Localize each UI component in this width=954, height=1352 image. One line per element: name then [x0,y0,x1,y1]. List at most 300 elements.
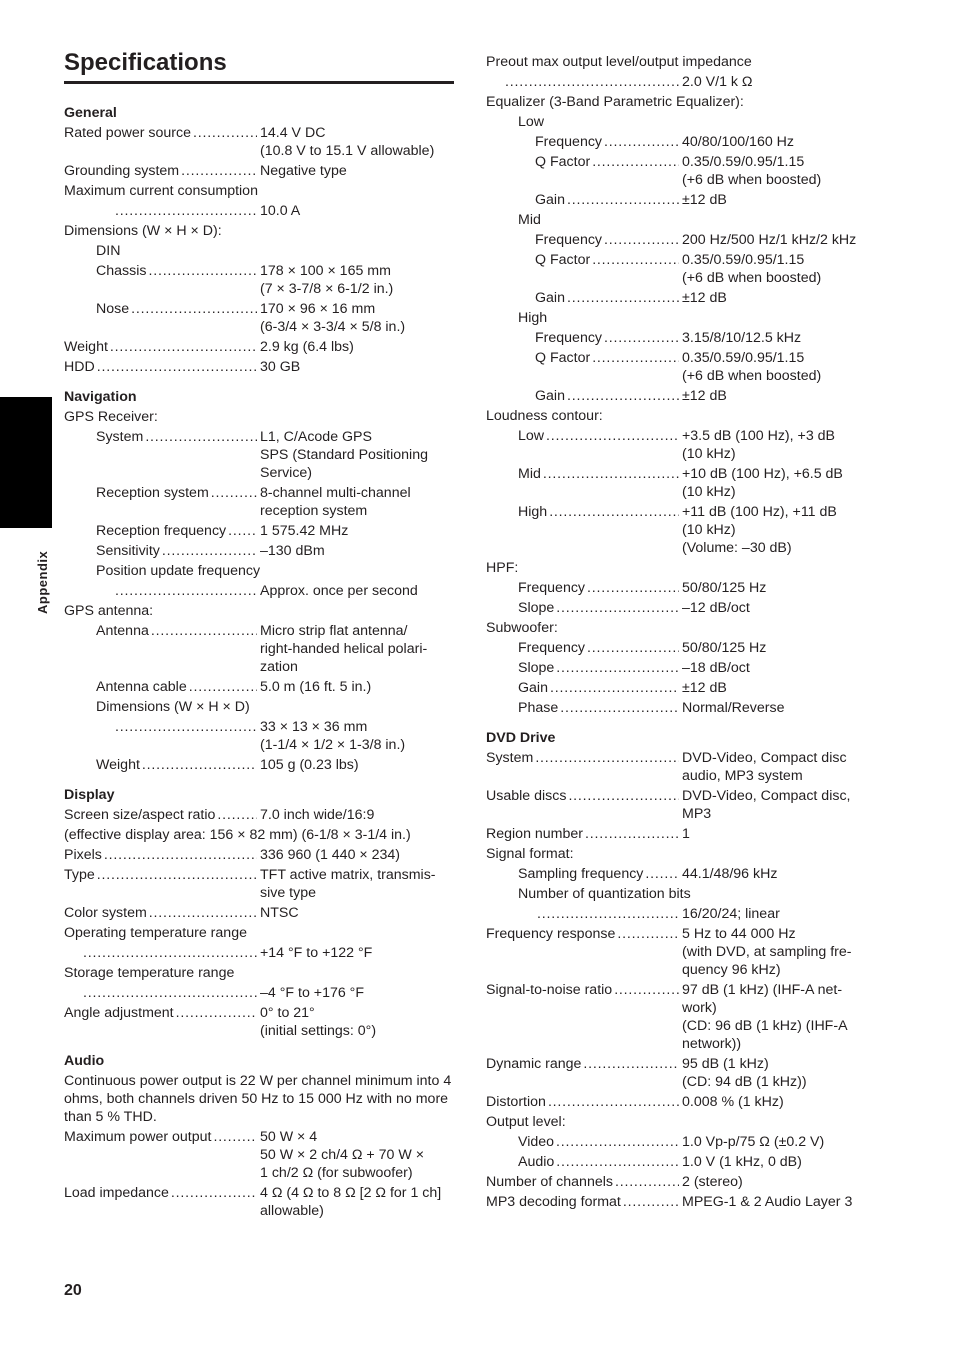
spec-group-label: Operating temperature range [64,925,247,941]
spec-value-line: (1-1/4 × 1/2 × 1-3/8 in.) [260,737,406,753]
spec-label: Q Factor [535,154,591,170]
spec-value [257,262,456,298]
spec-value [679,825,876,843]
spec-label: System [486,750,534,766]
leader-dots [592,153,679,189]
spec-group-label: Mid [518,212,541,228]
spec-group-label: Position update frequency [96,563,261,579]
leader-dots [617,925,679,979]
spec-value-line: work) [682,1000,717,1016]
leader-dots [505,73,679,91]
spec-value-line: right-handed helical polari- [260,641,428,657]
leader-dots [217,806,257,824]
spec-value-line: network)) [682,1036,742,1052]
spec-value-line: 1 [682,826,690,842]
spec-value-line: –18 dB/oct [682,660,750,676]
spec-value-line: reception system [260,503,368,519]
spec-row [486,579,876,597]
spec-value-line: Approx. once per second [260,583,418,599]
spec-label: Slope [518,660,555,676]
spec-value-line: 97 dB (1 kHz) (IHF-A net- [682,982,843,998]
spec-row [486,73,876,91]
leader-dots [537,905,679,923]
spec-row [64,622,456,676]
leader-dots [587,579,679,597]
spec-row [486,465,876,501]
spec-label: Antenna cable [96,679,187,695]
spec-value [257,904,456,922]
spec-group-label: HPF: [486,560,519,576]
leader-dots [568,787,679,823]
spec-label: Phase [518,700,559,716]
section-heading: Navigation [64,389,137,405]
spec-group-label: Low [518,114,545,130]
spec-value [679,579,876,597]
spec-row [486,787,876,823]
spec-row [64,300,456,336]
section-heading: DVD Drive [486,730,556,746]
spec-value-line: MPEG-1 & 2 Audio Layer 3 [682,1194,853,1210]
spec-row [486,925,876,979]
spec-group-label: Maximum current consumption [64,183,258,199]
spec-row [486,825,876,843]
spec-value [679,1133,876,1151]
spec-value-line: –130 dBm [260,543,325,559]
spec-value-line: 7.0 inch wide/16:9 [260,807,375,823]
spec-value-line: sive type [260,885,316,901]
leader-dots [97,866,257,902]
leader-dots [142,756,257,774]
leader-dots [104,846,257,864]
spec-value-line: 50/80/125 Hz [682,640,767,656]
spec-value [257,718,456,754]
leader-dots [131,300,257,336]
spec-label: Load impedance [64,1185,169,1201]
spec-value-line: (Volume: –30 dB) [682,540,792,556]
spec-value-line: (+6 dB when boosted) [682,270,822,286]
section-heading: General [64,105,117,121]
spec-value-line: 0.35/0.59/0.95/1.15 [682,252,805,268]
spec-value-line: –4 °F to +176 °F [260,985,365,1001]
spec-value-line: TFT active matrix, transmis- [260,867,436,883]
spec-row [64,846,456,864]
spec-label: Weight [96,757,140,773]
spec-value [257,202,456,220]
spec-value-line: 0.008 % (1 kHz) [682,1094,784,1110]
spec-value [257,358,456,376]
spec-value-line: (CD: 96 dB (1 kHz) (IHF-A [682,1018,848,1034]
leader-dots [148,262,257,298]
spec-row [486,1093,876,1111]
spec-value [679,465,876,501]
spec-value [679,1193,876,1211]
spec-label: HDD [64,359,95,375]
leader-dots [110,338,257,356]
spec-row [64,484,456,520]
spec-value-line: (10 kHz) [682,522,736,538]
spec-value [679,749,876,785]
spec-value-line: 0.35/0.59/0.95/1.15 [682,154,805,170]
section-tab-label: Appendix [35,550,50,614]
leader-dots [567,387,679,405]
spec-group-label: (effective display area: 156 × 82 mm) (6-1/8 × 3-1/4 in.) [64,827,411,843]
spec-value-line: 44.1/48/96 kHz [682,866,778,882]
section-heading: Audio [64,1053,105,1069]
leader-dots [162,542,257,560]
spec-group-label: Equalizer (3-Band Parametric Equalizer): [486,94,744,110]
spec-label: Pixels [64,847,102,863]
spec-value [257,622,456,676]
spec-label: Rated power source [64,125,191,141]
spec-value-line: 5 Hz to 44 000 Hz [682,926,796,942]
spec-label: Q Factor [535,350,591,366]
spec-label: Region number [486,826,584,842]
spec-label: Distortion [486,1094,546,1110]
spec-value-line: 2 (stereo) [682,1174,743,1190]
spec-group-label: Preout max output level/output impedance [486,54,752,70]
spec-value [257,678,456,696]
leader-dots [535,749,679,785]
spec-label: Frequency [535,330,603,346]
spec-group-label: GPS Receiver: [64,409,158,425]
spec-row [486,905,876,923]
leader-dots [228,522,257,540]
spec-value-line: +3.5 dB (100 Hz), +3 dB [682,428,836,444]
spec-row [64,866,456,902]
spec-value-line: 105 g (0.23 lbs) [260,757,359,773]
spec-group-label: Signal format: [486,846,574,862]
spec-row [64,1184,456,1220]
spec-row [486,387,876,405]
spec-value-line: 40/80/100/160 Hz [682,134,795,150]
spec-row [486,1193,876,1211]
spec-value-line: 50 W × 4 [260,1129,318,1145]
spec-value-line: 3.15/8/10/12.5 kHz [682,330,802,346]
spec-value [257,1128,456,1182]
leader-dots [556,659,679,677]
spec-label: Grounding system [64,163,180,179]
spec-row [486,251,876,287]
spec-value [679,251,876,287]
leader-dots [213,1128,257,1182]
spec-value [257,542,456,560]
spec-value-line: (10 kHz) [682,484,736,500]
spec-value [257,1184,456,1220]
spec-label: Chassis [96,263,147,279]
spec-value-line: 0.35/0.59/0.95/1.15 [682,350,805,366]
leader-dots [604,231,679,249]
spec-label: Frequency [535,232,603,248]
spec-value [679,231,876,249]
spec-row [64,358,456,376]
spec-value-line: audio, MP3 system [682,768,803,784]
spec-value [679,153,876,189]
spec-value-line: SPS (Standard Positioning [260,447,428,463]
spec-value-line: 50 W × 2 ch/4 Ω + 70 W × [260,1147,424,1163]
spec-value [679,329,876,347]
spec-value-line: (+6 dB when boosted) [682,172,822,188]
leader-dots [549,503,679,557]
spec-value-line: 1.0 V (1 kHz, 0 dB) [682,1154,802,1170]
spec-group-label: Dimensions (W × H × D) [96,699,250,715]
spec-note: Continuous power output is 22 W per channel minimum into 4 ohms, both channels driven 50 Hz to 15 000 Hz with no more than 5 % THD. [64,1073,452,1125]
spec-value [257,1004,456,1040]
spec-value-line: DVD-Video, Compact disc, [682,788,851,804]
spec-value [679,905,876,923]
spec-row [64,984,456,1002]
spec-row [64,944,456,962]
spec-value [679,133,876,151]
spec-value [679,925,876,979]
spec-row [64,522,456,540]
spec-value [257,338,456,356]
spec-value [679,349,876,385]
spec-value-line: 2.0 V/1 k Ω [682,74,753,90]
spec-value-line: 1 ch/2 Ω (for subwoofer) [260,1165,413,1181]
section-heading: Display [64,787,115,803]
spec-value-line: 33 × 13 × 36 mm [260,719,368,735]
leader-dots [550,679,679,697]
spec-row [64,678,456,696]
leader-dots [115,718,257,754]
left-column [64,104,456,1222]
spec-row [64,582,456,600]
spec-value-line: NTSC [260,905,299,921]
spec-label: Number of channels [486,1174,613,1190]
spec-value [679,981,876,1053]
spec-value [679,1055,876,1091]
spec-group-label: GPS antenna: [64,603,154,619]
spec-value [257,428,456,482]
spec-row [486,133,876,151]
spec-label: Frequency [518,640,586,656]
spec-value [679,865,876,883]
spec-value-line: (initial settings: 0°) [260,1023,377,1039]
leader-dots [546,427,679,463]
spec-value [257,522,456,540]
spec-value-line: 2.9 kg (6.4 lbs) [260,339,354,355]
spec-value-line: –12 dB/oct [682,600,750,616]
spec-label: Angle adjustment [64,1005,174,1021]
spec-value [679,1153,876,1171]
spec-group-label: Storage temperature range [64,965,235,981]
leader-dots [556,1153,679,1171]
spec-row [486,191,876,209]
spec-row [486,289,876,307]
spec-label: Frequency response [486,926,616,942]
spec-group-label: DIN [96,243,121,259]
spec-value [679,191,876,209]
spec-row [486,599,876,617]
spec-row [486,427,876,463]
spec-value-line: Negative type [260,163,347,179]
spec-row [64,162,456,180]
spec-value [257,162,456,180]
leader-dots [583,1055,679,1091]
spec-value-line: (7 × 3-7/8 × 6-1/2 in.) [260,281,394,297]
spec-label: Q Factor [535,252,591,268]
spec-row [64,542,456,560]
spec-value-line: Normal/Reverse [682,700,785,716]
leader-dots [585,825,679,843]
spec-value [257,984,456,1002]
spec-value-line: ±12 dB [682,388,727,404]
leader-dots [645,865,679,883]
leader-dots [151,622,257,676]
spec-value-line: quency 96 kHz) [682,962,781,978]
spec-row [64,428,456,482]
spec-value [679,659,876,677]
spec-row [64,338,456,356]
spec-value [257,944,456,962]
spec-value [257,124,456,160]
spec-group-label: Dimensions (W × H × D): [64,223,222,239]
spec-value-line: 95 dB (1 kHz) [682,1056,769,1072]
spec-label: Nose [96,301,130,317]
leader-dots [211,484,257,520]
spec-value-line: MP3 [682,806,712,822]
leader-dots [83,944,257,962]
spec-row [64,756,456,774]
leader-dots [189,678,257,696]
spec-value-line: (CD: 94 dB (1 kHz)) [682,1074,807,1090]
spec-value-line: +10 dB (100 Hz), +6.5 dB [682,466,843,482]
leader-dots [560,699,679,717]
spec-value-line: 50/80/125 Hz [682,580,767,596]
leader-dots [83,984,257,1002]
spec-value-line: (10 kHz) [682,446,736,462]
spec-label: Usable discs [486,788,567,804]
spec-value [679,639,876,657]
spec-value-line: 0° to 21° [260,1005,315,1021]
spec-label: Antenna [96,623,149,639]
spec-value [257,484,456,520]
spec-value-line: 5.0 m (16 ft. 5 in.) [260,679,372,695]
leader-dots [587,639,679,657]
spec-value-line: (+6 dB when boosted) [682,368,822,384]
spec-label: Mid [518,466,541,482]
spec-label: MP3 decoding format [486,1194,621,1210]
spec-value-line: 1 575.42 MHz [260,523,349,539]
spec-row [486,231,876,249]
spec-value-line: (10.8 V to 15.1 V allowable) [260,143,435,159]
spec-row [486,865,876,883]
spec-row [486,639,876,657]
spec-value [257,582,456,600]
leader-dots [181,162,257,180]
spec-value-line: 1.0 Vp-p/75 Ω (±0.2 V) [682,1134,825,1150]
spec-label: Slope [518,600,555,616]
spec-label: High [518,504,548,520]
spec-value [679,679,876,697]
spec-value-line: ±12 dB [682,680,727,696]
spec-value-line: allowable) [260,1203,324,1219]
spec-label: Gain [535,290,565,306]
leader-dots [548,1093,679,1111]
spec-label: Low [518,428,545,444]
section-tab [0,397,52,528]
spec-value-line: 170 × 96 × 16 mm [260,301,376,317]
spec-group-label: Number of quantization bits [518,886,691,902]
spec-value-line: (with DVD, at sampling fre- [682,944,852,960]
spec-value-line: 4 Ω (4 Ω to 8 Ω [2 Ω for 1 ch] [260,1185,442,1201]
spec-label: Reception system [96,485,209,501]
leader-dots [556,1133,679,1151]
spec-value-line: DVD-Video, Compact disc [682,750,847,766]
leader-dots [615,1173,679,1191]
spec-label: Sensitivity [96,543,160,559]
leader-dots [623,1193,679,1211]
spec-label: Maximum power output [64,1129,212,1145]
leader-dots [567,191,679,209]
spec-value-line: zation [260,659,298,675]
spec-value-line: Service) [260,465,313,481]
spec-row [486,349,876,385]
spec-value-line: (6-3/4 × 3-3/4 × 5/8 in.) [260,319,406,335]
spec-row [486,749,876,785]
leader-dots [567,289,679,307]
spec-value [257,866,456,902]
spec-value [257,300,456,336]
spec-row [486,1173,876,1191]
spec-label: Color system [64,905,147,921]
spec-value-line: 200 Hz/500 Hz/1 kHz/2 kHz [682,232,857,248]
spec-value-line: 10.0 A [260,203,301,219]
spec-value [679,427,876,463]
spec-label: Signal-to-noise ratio [486,982,613,998]
spec-value [679,1173,876,1191]
spec-label: Screen size/aspect ratio [64,807,216,823]
leader-dots [149,904,257,922]
spec-row [64,124,456,160]
spec-value [257,756,456,774]
spec-value-line: 16/20/24; linear [682,906,780,922]
spec-value [679,289,876,307]
spec-row [64,262,456,298]
spec-row [486,1153,876,1171]
leader-dots [145,428,257,482]
spec-group-label: Loudness contour: [486,408,603,424]
leader-dots [592,251,679,287]
spec-label: Audio [518,1154,555,1170]
spec-value [679,503,876,557]
spec-row [486,679,876,697]
leader-dots [193,124,257,160]
page-number: 20 [64,1282,82,1299]
spec-label: Sampling frequency [518,866,644,882]
spec-value-line: 30 GB [260,359,301,375]
spec-label: Video [518,1134,555,1150]
right-column [486,52,876,1213]
leader-dots [604,329,679,347]
spec-label: Dynamic range [486,1056,582,1072]
spec-label: Type [64,867,95,883]
spec-value-line: +14 °F to +122 °F [260,945,373,961]
leader-dots [556,599,679,617]
spec-row [486,659,876,677]
spec-label: Gain [518,680,548,696]
spec-row [486,503,876,557]
leader-dots [614,981,679,1053]
spec-row [486,153,876,189]
spec-row [64,718,456,754]
spec-row [64,1004,456,1040]
spec-value [257,846,456,864]
spec-row [64,806,456,824]
spec-group-label: High [518,310,548,326]
leader-dots [176,1004,257,1040]
spec-row [486,329,876,347]
